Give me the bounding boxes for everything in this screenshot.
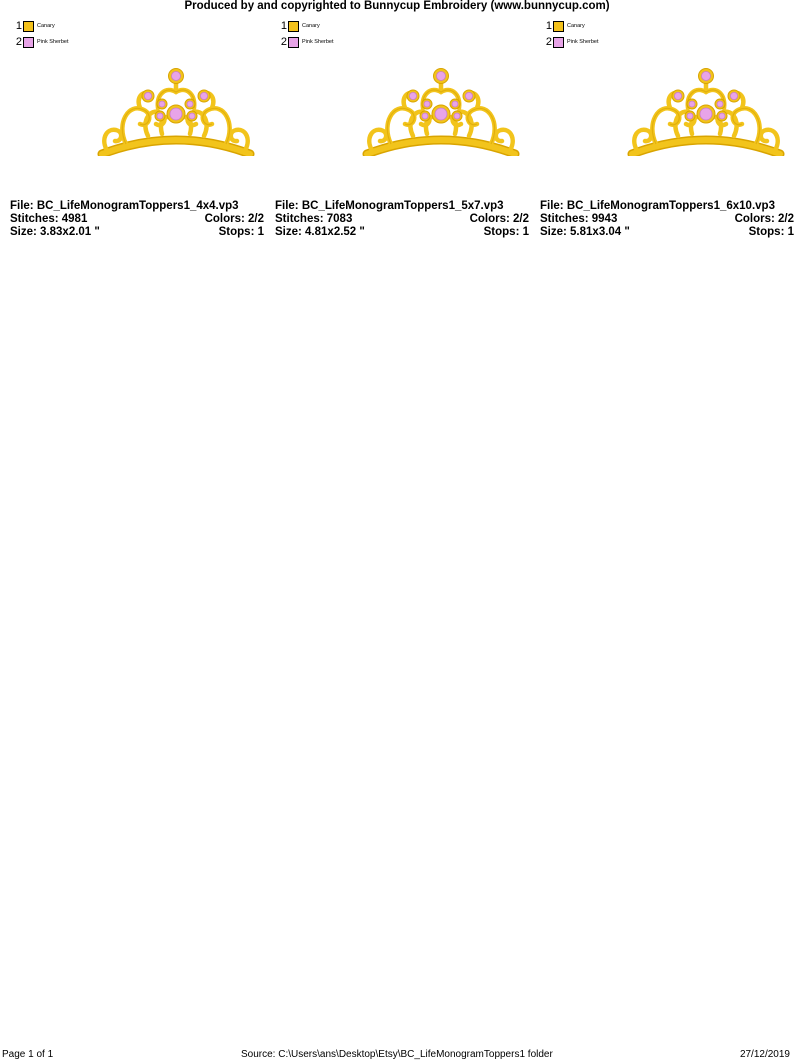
thread-color-row <box>544 34 599 50</box>
tiara-design-image <box>626 64 786 156</box>
design-stops: Stops: 1 <box>218 226 264 238</box>
design-stitches: Stitches: 4981 <box>10 213 88 225</box>
thread-color-row <box>14 34 69 50</box>
thread-color-row <box>279 18 334 34</box>
design-file-name: File: BC_LifeMonogramToppers1_5x7.vp3 <box>275 200 504 212</box>
design-size: Size: 3.83x2.01 " <box>10 226 100 238</box>
design-file-name: File: BC_LifeMonogramToppers1_4x4.vp3 <box>10 200 239 212</box>
design-size: Size: 4.81x2.52 " <box>275 226 365 238</box>
footer-source-path: Source: C:\Users\ans\Desktop\Etsy\BC_LifeMonogramToppers1 folder <box>241 1049 553 1060</box>
design-stitches: Stitches: 9943 <box>540 213 618 225</box>
design-colors: Colors: 2/2 <box>734 213 794 225</box>
thread-color-number: 1 <box>545 20 552 32</box>
footer-page-number: Page 1 of 1 <box>2 1049 54 1060</box>
thread-color-name: Canary <box>302 23 320 29</box>
thread-swatch-canary <box>553 21 564 32</box>
thread-color-list <box>544 18 599 50</box>
thread-color-list <box>14 18 69 50</box>
thread-color-row <box>279 34 334 50</box>
thread-color-number: 2 <box>15 36 22 48</box>
thread-swatch-canary <box>288 21 299 32</box>
thread-color-name: Pink Sherbet <box>567 39 599 45</box>
thread-color-number: 1 <box>15 20 22 32</box>
tiara-design-image <box>361 64 521 156</box>
design-colors: Colors: 2/2 <box>204 213 264 225</box>
thread-color-number: 2 <box>280 36 287 48</box>
design-panel-6x10 <box>540 18 794 248</box>
design-stops: Stops: 1 <box>483 226 529 238</box>
design-panel-5x7 <box>275 18 535 248</box>
thread-color-number: 1 <box>280 20 287 32</box>
design-file-name: File: BC_LifeMonogramToppers1_6x10.vp3 <box>540 200 775 212</box>
design-size: Size: 5.81x3.04 " <box>540 226 630 238</box>
thread-color-list <box>279 18 334 50</box>
tiara-design-image <box>96 64 256 156</box>
design-stitches: Stitches: 7083 <box>275 213 353 225</box>
design-colors: Colors: 2/2 <box>469 213 529 225</box>
design-info <box>10 200 264 239</box>
design-info <box>540 200 794 239</box>
design-info <box>275 200 529 239</box>
page-header <box>0 0 794 13</box>
thread-color-name: Canary <box>37 23 55 29</box>
thread-color-number: 2 <box>545 36 552 48</box>
thread-swatch-pink-sherbet <box>288 37 299 48</box>
header-title: Produced by and copyrighted to Bunnycup Embroidery (www.bunnycup.com) <box>184 0 610 12</box>
thread-color-name: Canary <box>567 23 585 29</box>
thread-color-row <box>14 18 69 34</box>
thread-color-name: Pink Sherbet <box>37 39 69 45</box>
design-panel-4x4 <box>10 18 270 248</box>
thread-color-name: Pink Sherbet <box>302 39 334 45</box>
thread-swatch-pink-sherbet <box>553 37 564 48</box>
thread-swatch-pink-sherbet <box>23 37 34 48</box>
thread-swatch-canary <box>23 21 34 32</box>
thread-color-row <box>544 18 599 34</box>
footer-date: 27/12/2019 <box>739 1049 790 1060</box>
design-stops: Stops: 1 <box>748 226 794 238</box>
